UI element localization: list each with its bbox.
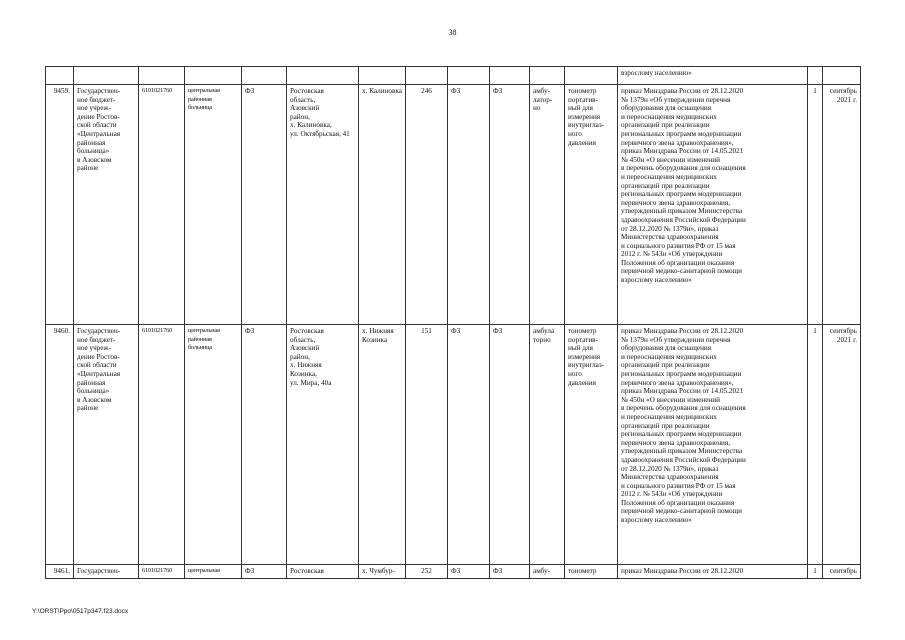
cell-quantity: 1	[808, 325, 823, 565]
cell-organization: Государствен- ное бюджет- ное учреж- дение Ростов- ской области «Центральная районная больница» в Азовском районе	[74, 325, 139, 565]
cell-document: приказ Минздрава России от 28.12.2020 № 1379н «Об утверждении перечня оборудования для оснащения и переоснащения медицинских организаций при реализации региональных программ модернизации первичного звена здравоохранения», приказ Минздрава России от 14.05.2021 № 450н «О внесении изменений в перечень оборудования для оснащения и переоснащения медицинских организаций при реализации региональных программ модернизации первичного звена здравоохранения, утвержденный приказом Министерства здравоохранения Российской Федерации от 28.12.2020 № 1379н», приказ Министерства здравоохранения и социального развития РФ от 15 мая 2012 г. № 543н «Об утверждении Положения об организации оказания первичной медико-санитарной помощи взрослому населению»	[618, 85, 808, 325]
cell-population: 246	[406, 85, 448, 325]
cell-f2: ФЗ	[490, 565, 530, 579]
cell-empty	[565, 67, 618, 85]
cell-row-number: 9460.	[46, 325, 74, 565]
cell-f2: ФЗ	[490, 85, 530, 325]
cell-empty	[287, 67, 359, 85]
cell-empty	[185, 67, 242, 85]
cell-f1: ФЗ	[448, 85, 490, 325]
cell-organization: Государствен- ное бюджет- ное учреж- дение Ростов- ской области «Центральная районная больница» в Азовском районе	[74, 85, 139, 325]
cell-empty	[823, 67, 861, 85]
cell-facility-type: центральная районная больница	[185, 85, 242, 325]
cell-settlement: х. Калиновка	[359, 85, 406, 325]
cell-organization: Государствен-	[74, 565, 139, 579]
cell-quantity: 1	[808, 565, 823, 579]
cell-address: Ростовская область, Азовский район, х. Нижняя Козинка, ул. Мира, 40а	[287, 325, 359, 565]
cell-f2: ФЗ	[490, 325, 530, 565]
cell-address: Ростовская	[287, 565, 359, 579]
cell-address: Ростовская область, Азовский район, х. Калиновка, ул. Октябрьская, 41	[287, 85, 359, 325]
cell-equipment: тонометр портатив- ный для измерения внутриглаз- ного давления	[565, 85, 618, 325]
cell-law: ФЗ	[242, 325, 287, 565]
cell-document: взрослому населению»	[618, 67, 808, 85]
table-row-partial	[46, 565, 861, 579]
cell-empty	[74, 67, 139, 85]
cell-empty	[490, 67, 530, 85]
cell-equipment: тонометр	[565, 565, 618, 579]
cell-empty	[448, 67, 490, 85]
cell-empty	[406, 67, 448, 85]
cell-date: сентябрь 2021 г.	[823, 85, 861, 325]
cell-care-type: амбула торно	[530, 325, 565, 565]
cell-date: сентябрь	[823, 565, 861, 579]
cell-law: ФЗ	[242, 565, 287, 579]
cell-equipment: тонометр портатив- ный для измерения внутриглаз- ного давления	[565, 325, 618, 565]
cell-document: приказ Минздрава России от 28.12.2020 № 1379н «Об утверждении перечня оборудования для оснащения и переоснащения медицинских организаций при реализации региональных программ модернизации первичного звена здравоохранения», приказ Минздрава России от 14.05.2021 № 450н «О внесении изменений в перечень оборудования для оснащения и переоснащения медицинских организаций при реализации региональных программ модернизации первичного звена здравоохранения, утвержденный приказом Министерства здравоохранения Российской Федерации от 28.12.2020 № 1379н», приказ Министерства здравоохранения и социального развития РФ от 15 мая 2012 г. № 543н «Об утверждении Положения об организации оказания первичной медико-санитарной помощи взрослому населению»	[618, 325, 808, 565]
cell-quantity: 1	[808, 85, 823, 325]
cell-law: ФЗ	[242, 85, 287, 325]
cell-care-type: амбу-	[530, 565, 565, 579]
cell-f1: ФЗ	[448, 565, 490, 579]
cell-code: 6101021760	[139, 325, 185, 565]
cell-population: 252	[406, 565, 448, 579]
cell-document: приказ Минздрава России от 28.12.2020	[618, 565, 808, 579]
cell-facility-type: центральная	[185, 565, 242, 579]
cell-code: 6101021760	[139, 565, 185, 579]
cell-facility-type: центральная районная больница	[185, 325, 242, 565]
cell-empty	[139, 67, 185, 85]
table-row-continuation	[46, 67, 861, 85]
cell-empty	[359, 67, 406, 85]
equipment-table	[45, 66, 861, 579]
cell-code: 6101021760	[139, 85, 185, 325]
page-number: 38	[448, 28, 457, 37]
cell-date: сентябрь 2021 г.	[823, 325, 861, 565]
cell-settlement: х. Нижняя Козинка	[359, 325, 406, 565]
cell-empty	[530, 67, 565, 85]
cell-care-type: амбу- латор- но	[530, 85, 565, 325]
cell-row-number: 9461.	[46, 565, 74, 579]
table-row	[46, 85, 861, 325]
cell-empty	[242, 67, 287, 85]
cell-empty	[46, 67, 74, 85]
cell-empty	[808, 67, 823, 85]
file-path-footer: Y:\ORST\Ppo\0517p347.f23.docx	[32, 608, 129, 615]
cell-f1: ФЗ	[448, 325, 490, 565]
table-row	[46, 325, 861, 565]
cell-settlement: х. Чумбур-	[359, 565, 406, 579]
cell-population: 151	[406, 325, 448, 565]
cell-row-number: 9459.	[46, 85, 74, 325]
